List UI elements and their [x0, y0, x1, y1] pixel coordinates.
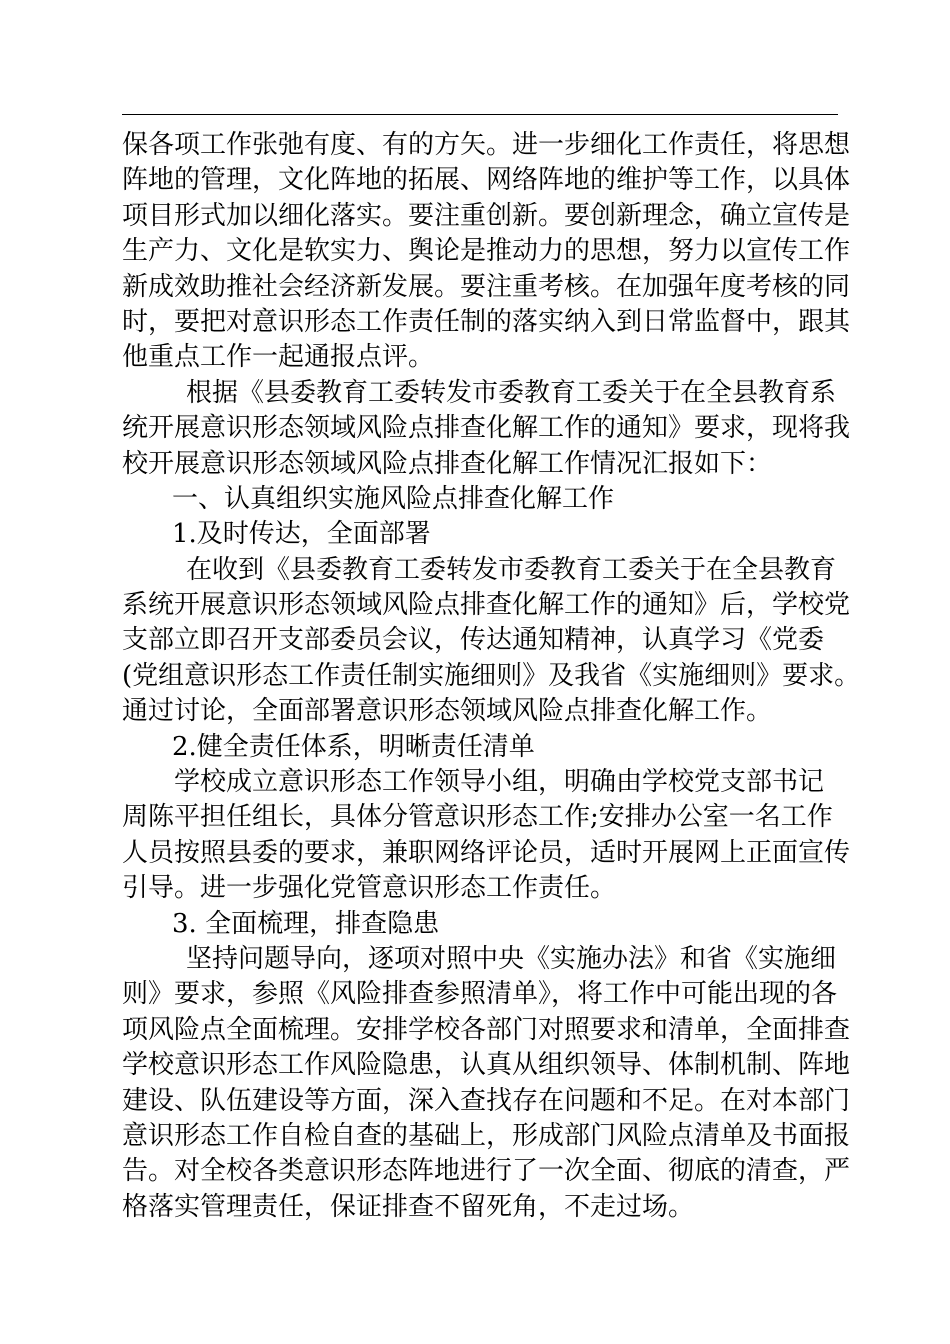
subsection-heading: 1.及时传达，全面部署: [172, 519, 431, 550]
text-line: 格落实管理责任，保证排查不留死角，不走过场。: [122, 1191, 695, 1222]
paragraph-start: 坚持问题导向，逐项对照中央《实施办法》和省《实施细: [186, 943, 837, 974]
text-line: 项目形式加以细化落实。要注重创新。要创新理念，确立宣传是: [122, 200, 851, 231]
text-line: 告。对全校各类意识形态阵地进行了一次全面、彻底的清查，严: [122, 1156, 851, 1187]
paragraph-start: 学校成立意识形态工作领导小组，明确由学校党支部书记: [174, 767, 825, 798]
text-line: 建设、队伍建设等方面，深入查找存在问题和不足。在对本部门: [122, 1085, 851, 1116]
header-rule: [122, 114, 838, 115]
text-line: 通过讨论，全面部署意识形态领域风险点排查化解工作。: [122, 696, 773, 727]
text-line: 意识形态工作自检自查的基础上，形成部门风险点清单及书面报: [122, 1120, 851, 1151]
text-line: 阵地的管理，文化阵地的拓展、网络阵地的维护等工作，以具体: [122, 165, 851, 196]
text-line: 学校意识形态工作风险隐患，认真从组织领导、体制机制、阵地: [122, 1050, 851, 1081]
text-line: 校开展意识形态领域风险点排查化解工作情况汇报如下：: [122, 448, 773, 479]
subsection-heading: 2.健全责任体系，明晰责任清单: [172, 731, 535, 762]
text-line: 统开展意识形态领域风险点排查化解工作的通知》要求，现将我: [122, 413, 851, 444]
section-heading: 一、认真组织实施风险点排查化解工作: [172, 483, 615, 514]
text-line: 时，要把对意识形态工作责任制的落实纳入到日常监督中，跟其: [122, 306, 851, 337]
text-line: 生产力、文化是软实力、舆论是推动力的思想，努力以宣传工作: [122, 236, 851, 267]
paragraph-start: 根据《县委教育工委转发市委教育工委关于在全县教育系: [186, 377, 837, 408]
text-line: 支部立即召开支部委员会议，传达通知精神，认真学习《党委: [122, 625, 825, 656]
text-line: 他重点工作一起通报点评。: [122, 342, 435, 373]
subsection-heading: 3. 全面梳理，排查隐患: [172, 908, 440, 939]
text-line: 项风险点全面梳理。安排学校各部门对照要求和清单，全面排查: [122, 1014, 851, 1045]
paragraph-start: 在收到《县委教育工委转发市委教育工委关于在全县教育: [186, 554, 837, 585]
text-line: 保各项工作张弛有度、有的方矢。进一步细化工作责任，将思想: [122, 130, 851, 160]
document-body: [122, 128, 862, 1225]
text-line: 人员按照县委的要求，兼职网络评论员，适时开展网上正面宣传: [122, 837, 851, 868]
text-line: 新成效助推社会经济新发展。要注重考核。在加强年度考核的同: [122, 271, 851, 302]
text-line: 引导。进一步强化党管意识形态工作责任。: [122, 873, 617, 904]
text-line: 系统开展意识形态领域风险点排查化解工作的通知》后，学校党: [122, 590, 851, 621]
text-line: 则》要求，参照《风险排查参照清单》，将工作中可能出现的各: [122, 979, 838, 1010]
text-line: (党组意识形态工作责任制实施细则》及我省《实施细则》要求。: [122, 660, 861, 691]
text-line: 周陈平担任组长，具体分管意识形态工作;安排办公室一名工作: [122, 802, 833, 833]
